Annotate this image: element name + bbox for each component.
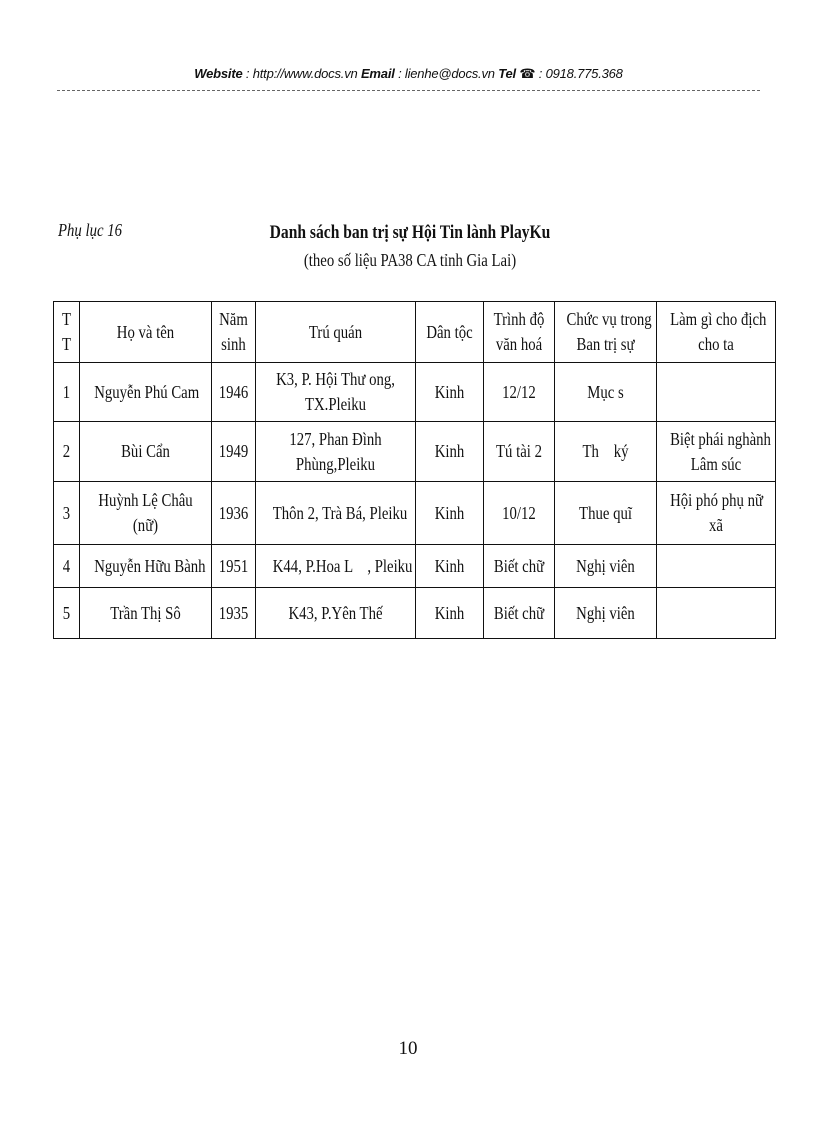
website-value: : http://www.docs.vn: [245, 66, 358, 81]
members-table: [53, 301, 776, 639]
header-cell-name: Họ và tên: [80, 302, 212, 363]
header-cell-activity: Làm gì cho địch cho ta: [657, 302, 776, 363]
page-number: 10: [398, 1038, 418, 1059]
cell-year: 1946: [212, 363, 256, 422]
email-value: : lienhe@docs.vn: [398, 66, 495, 81]
table-row: [54, 422, 776, 482]
cell-ethnic: Kinh: [416, 363, 484, 422]
header-cell-address: Trú quán: [256, 302, 416, 363]
cell-name: Nguyễn Phú Cam: [80, 363, 212, 422]
cell-tt: 1: [54, 363, 80, 422]
cell-tt: 3: [54, 482, 80, 545]
cell-role: Thue quĩ: [555, 482, 657, 545]
header-cell-ethnic: Dân tộc: [416, 302, 484, 363]
cell-role: Nghị viên: [555, 588, 657, 639]
cell-tt: 5: [54, 588, 80, 639]
cell-year: 1949: [212, 422, 256, 482]
cell-tt: 4: [54, 545, 80, 588]
cell-year: 1936: [212, 482, 256, 545]
cell-name: Huỳnh Lệ Châu (nữ): [80, 482, 212, 545]
tel-value: : 0918.775.368: [538, 66, 623, 81]
cell-name: Nguyễn Hữu Bành: [80, 545, 212, 588]
cell-ethnic: Kinh: [416, 422, 484, 482]
phone-icon: ☎: [519, 66, 536, 81]
cell-education: 10/12: [484, 482, 555, 545]
cell-address: 127, Phan Đình Phùng,Pleiku: [256, 422, 416, 482]
table-row: [54, 482, 776, 545]
cell-address: K3, P. Hội Thư ong, TX.Pleiku: [256, 363, 416, 422]
cell-tt: 2: [54, 422, 80, 482]
document-subtitle: (theo số liệu PA38 CA tỉnh Gia Lai): [303, 250, 517, 270]
cell-name: Trần Thị Sô: [80, 588, 212, 639]
cell-year: 1951: [212, 545, 256, 588]
cell-role: Mục s: [555, 363, 657, 422]
header-cell-tt: T T: [54, 302, 80, 363]
cell-address: K44, P.Hoa L , Pleiku: [256, 545, 416, 588]
table-row: [54, 588, 776, 639]
cell-education: Tú tài 2: [484, 422, 555, 482]
cell-education: Biết chữ: [484, 545, 555, 588]
cell-address: Thôn 2, Trà Bá, Pleiku: [256, 482, 416, 545]
cell-role: Nghị viên: [555, 545, 657, 588]
cell-education: Biết chữ: [484, 588, 555, 639]
cell-activity: [657, 588, 776, 639]
appendix-label: Phụ lục 16: [58, 220, 122, 240]
cell-activity: [657, 363, 776, 422]
cell-activity: Hội phó phụ nữ xã: [657, 482, 776, 545]
cell-address: K43, P.Yên Thế: [256, 588, 416, 639]
header-cell-year: Năm sinh: [212, 302, 256, 363]
cell-role: Th ký: [555, 422, 657, 482]
header-cell-role: Chức vụ trong Ban trị sự: [555, 302, 657, 363]
email-label: Email: [360, 66, 395, 81]
cell-ethnic: Kinh: [416, 588, 484, 639]
website-label: Website: [194, 66, 243, 81]
cell-ethnic: Kinh: [416, 545, 484, 588]
document-title: Danh sách ban trị sự Hội Tin lành PlayKu: [269, 222, 551, 243]
header-cell-education: Trình độ văn hoá: [484, 302, 555, 363]
cell-activity: Biệt phái nghành Lâm súc: [657, 422, 776, 482]
table-row: [54, 363, 776, 422]
page-header: [57, 66, 760, 82]
cell-activity: [657, 545, 776, 588]
tel-label: Tel: [498, 66, 516, 81]
cell-education: 12/12: [484, 363, 555, 422]
table-row: [54, 545, 776, 588]
cell-ethnic: Kinh: [416, 482, 484, 545]
header-divider: [57, 90, 760, 91]
cell-year: 1935: [212, 588, 256, 639]
cell-name: Bùi Cẩn: [80, 422, 212, 482]
table-header-row: [54, 302, 776, 363]
